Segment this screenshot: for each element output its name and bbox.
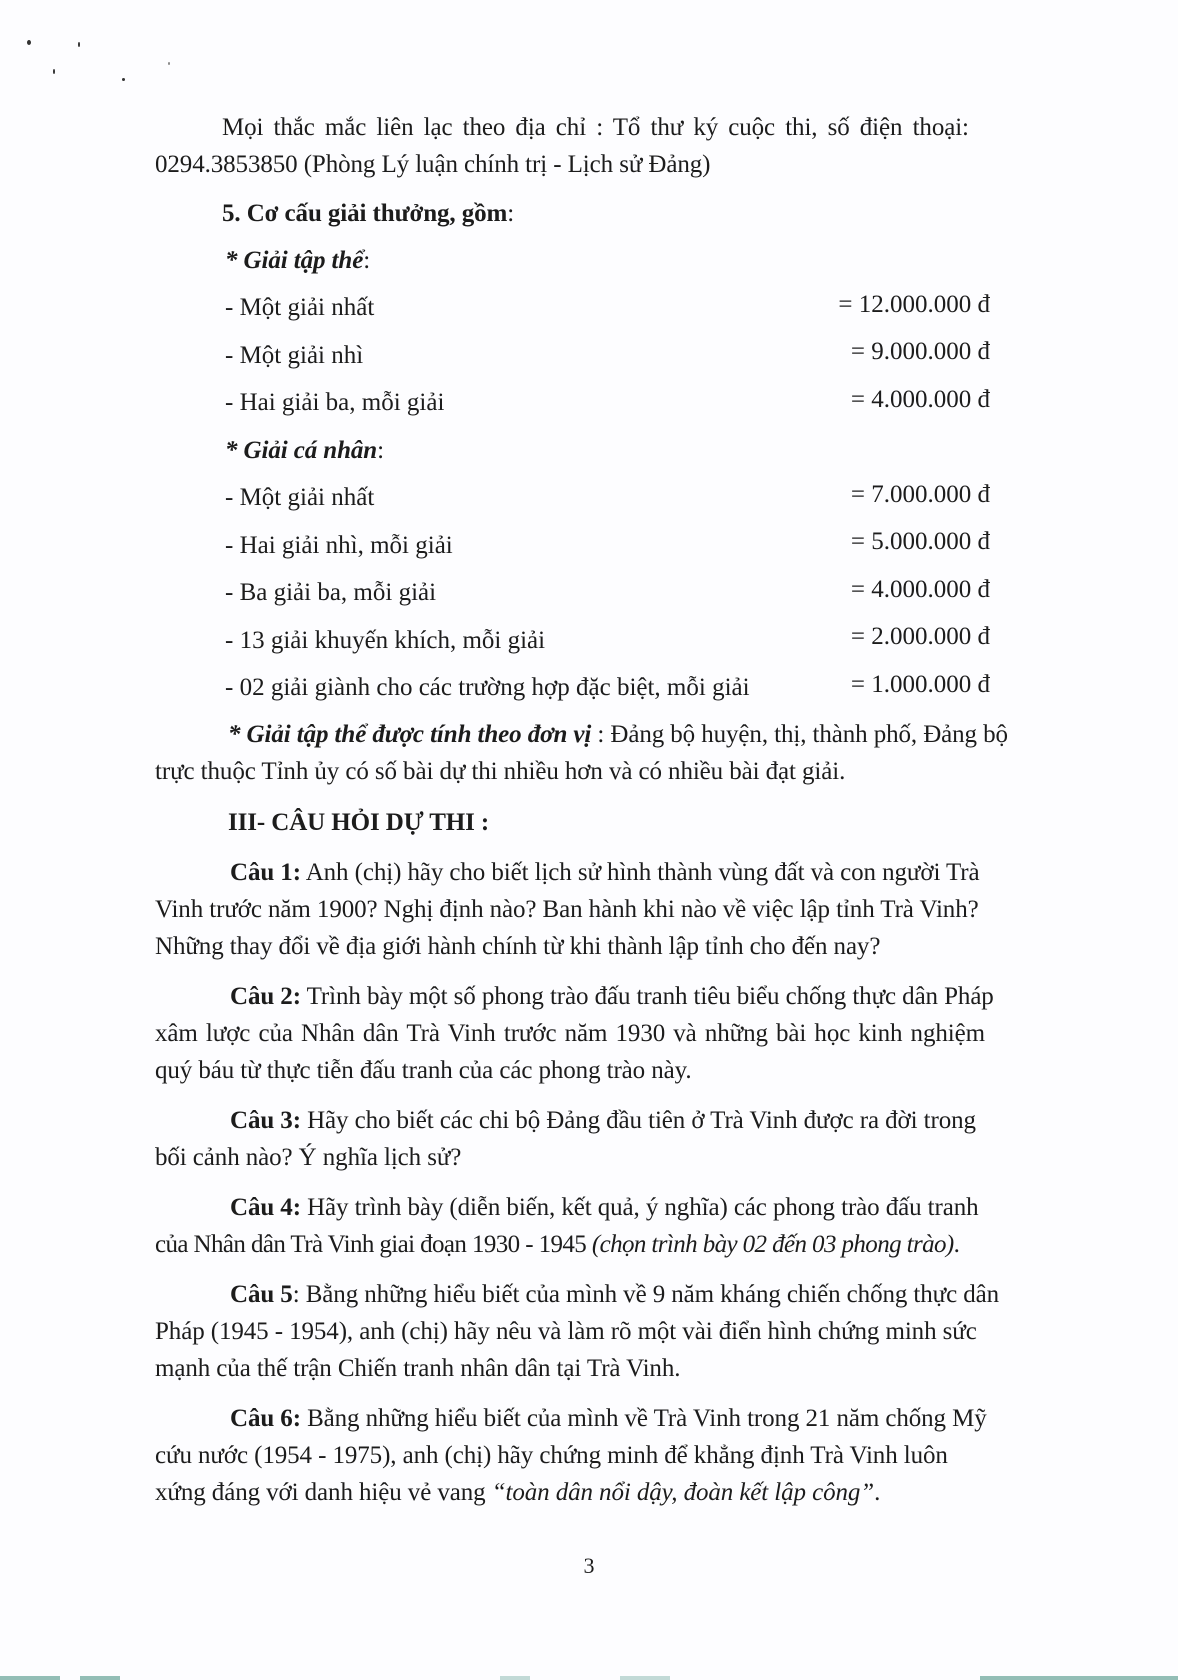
question-4-text-cont: của Nhân dân Trà Vinh giai đoạn 1930 - 1945 xyxy=(155,1231,592,1258)
collective-prize-title xyxy=(225,246,370,276)
question-6-line-1 xyxy=(230,1404,987,1434)
question-4-text: Hãy trình bày (diễn biến, kết quả, ý nghĩa) các phong trào đấu tranh xyxy=(300,1194,979,1221)
individual-prize-amount: = 1.000.000 đ xyxy=(850,671,990,698)
question-5-text: Bằng những hiểu biết của mình về 9 năm kháng chiến chống thực dân xyxy=(299,1281,1000,1308)
question-5-line-3: mạnh của thế trận Chiến tranh nhân dân tại Trà Vinh. xyxy=(155,1355,681,1382)
collective-prize-label: - Một giải nhất xyxy=(225,294,375,321)
contact-line-2: 0294.3853850 (Phòng Lý luận chính trị - Lịch sử Đảng) xyxy=(155,151,711,178)
collective-note-text: : Đảng bộ huyện, thị, thành phố, Đảng bộ xyxy=(591,721,1008,748)
individual-title-colon: : xyxy=(377,437,384,464)
collective-note-line-1 xyxy=(228,720,1008,750)
individual-title-text: * Giải cá nhân xyxy=(225,437,378,464)
questions-section-heading: III- CÂU HỎI DỰ THI : xyxy=(228,809,490,836)
collective-prize-amount: = 4.000.000 đ xyxy=(850,386,990,413)
question-5-label: Câu 5 xyxy=(230,1281,293,1308)
question-5-line-2: Pháp (1945 - 1954), anh (chị) hãy nêu và làm rõ một vài điển hình chứng minh sức xyxy=(155,1318,977,1345)
individual-prize-title xyxy=(225,436,384,466)
scan-speck xyxy=(53,69,55,74)
question-4-italic-note: (chọn trình bày 02 đến 03 phong trào) xyxy=(591,1231,954,1258)
question-4-period: . xyxy=(953,1231,960,1258)
individual-prize-amount: = 5.000.000 đ xyxy=(850,528,990,555)
individual-prize-label: - 13 giải khuyến khích, mỗi giải xyxy=(225,627,546,654)
question-1-label: Câu 1: xyxy=(230,859,301,886)
question-6-label: Câu 6: xyxy=(230,1405,301,1432)
scan-edge-strip xyxy=(0,1676,60,1680)
collective-prize-label: - Một giải nhì xyxy=(225,342,364,369)
question-1-line-1 xyxy=(230,858,980,888)
collective-title-colon: : xyxy=(363,247,371,274)
question-2-label: Câu 2: xyxy=(230,983,301,1010)
question-6-quote: “toàn dân nổi dậy, đoàn kết lập công” xyxy=(491,1479,875,1506)
question-1-line-2: Vinh trước năm 1900? Nghị định nào? Ban hành khi nào về việc lập tỉnh Trà Vinh? xyxy=(155,896,979,923)
question-4-line-2 xyxy=(155,1230,959,1260)
page-number: 3 xyxy=(583,1553,595,1578)
question-5-line-1 xyxy=(230,1280,999,1310)
question-1-text: Anh (chị) hãy cho biết lịch sử hình thành vùng đất và con người Trà xyxy=(300,859,980,886)
prize-heading-text: 5. Cơ cấu giải thưởng, gồm xyxy=(222,200,508,227)
collective-title-text: * Giải tập thể xyxy=(225,247,364,274)
question-6-line-2: cứu nước (1954 - 1975), anh (chị) hãy chứng minh để khẳng định Trà Vinh luôn xyxy=(155,1442,948,1469)
contact-line-1: Mọi thắc mắc liên lạc theo địa chỉ : Tổ thư ký cuộc thi, số điện thoại: xyxy=(222,114,969,141)
individual-prize-label: - Hai giải nhì, mỗi giải xyxy=(225,532,453,559)
scan-speck xyxy=(168,62,170,65)
question-2-line-3: quý báu từ thực tiễn đấu tranh của các phong trào này. xyxy=(155,1057,692,1084)
question-3-line-2: bối cảnh nào? Ý nghĩa lịch sử? xyxy=(155,1144,462,1171)
question-6-text-cont: xứng đáng với danh hiệu vẻ vang xyxy=(155,1479,492,1506)
question-4-label: Câu 4: xyxy=(230,1194,301,1221)
collective-note-emphasis: * Giải tập thể được tính theo đơn vị xyxy=(228,721,592,748)
question-6-period: . xyxy=(874,1479,881,1506)
prize-heading-colon: : xyxy=(507,200,515,227)
individual-prize-label: - Ba giải ba, mỗi giải xyxy=(225,579,437,606)
scan-speck xyxy=(27,40,31,45)
individual-prize-amount: = 4.000.000 đ xyxy=(850,576,990,603)
question-6-line-3 xyxy=(155,1478,880,1508)
scan-edge-strip xyxy=(500,1676,530,1680)
scan-edge-strip xyxy=(80,1676,120,1680)
collective-prize-amount: = 12.000.000 đ xyxy=(838,291,990,318)
individual-prize-label: - Một giải nhất xyxy=(225,484,375,511)
question-1-line-3: Những thay đổi về địa giới hành chính từ khi thành lập tỉnh cho đến nay? xyxy=(155,933,881,960)
question-3-text: Hãy cho biết các chi bộ Đảng đầu tiên ở Trà Vinh được ra đời trong xyxy=(300,1107,976,1134)
scan-edge-strip xyxy=(980,1676,1178,1680)
collective-prize-label: - Hai giải ba, mỗi giải xyxy=(225,389,445,416)
collective-prize-amount: = 9.000.000 đ xyxy=(850,338,990,365)
question-6-text: Bằng những hiểu biết của mình về Trà Vinh trong 21 năm chống Mỹ xyxy=(300,1405,987,1432)
question-2-line-1 xyxy=(230,982,994,1012)
question-3-label: Câu 3: xyxy=(230,1107,301,1134)
question-3-line-1 xyxy=(230,1106,976,1136)
scan-speck xyxy=(78,42,80,47)
scan-speck xyxy=(122,78,125,81)
scan-edge-strip xyxy=(620,1676,670,1680)
question-5-colon: : xyxy=(292,1281,300,1308)
individual-prize-label: - 02 giải giành cho các trường hợp đặc biệt, mỗi giải xyxy=(225,674,750,701)
individual-prize-amount: = 2.000.000 đ xyxy=(850,623,990,650)
collective-note-line-2: trực thuộc Tỉnh ủy có số bài dự thi nhiều hơn và có nhiều bài đạt giải. xyxy=(155,758,846,785)
prize-section-heading xyxy=(222,199,514,229)
individual-prize-amount: = 7.000.000 đ xyxy=(850,481,990,508)
question-4-line-1 xyxy=(230,1193,979,1223)
question-2-line-2: xâm lược của Nhân dân Trà Vinh trước năm 1930 và những bài học kinh nghiệm xyxy=(155,1020,985,1047)
question-2-text: Trình bày một số phong trào đấu tranh tiêu biểu chống thực dân Pháp xyxy=(300,983,994,1010)
